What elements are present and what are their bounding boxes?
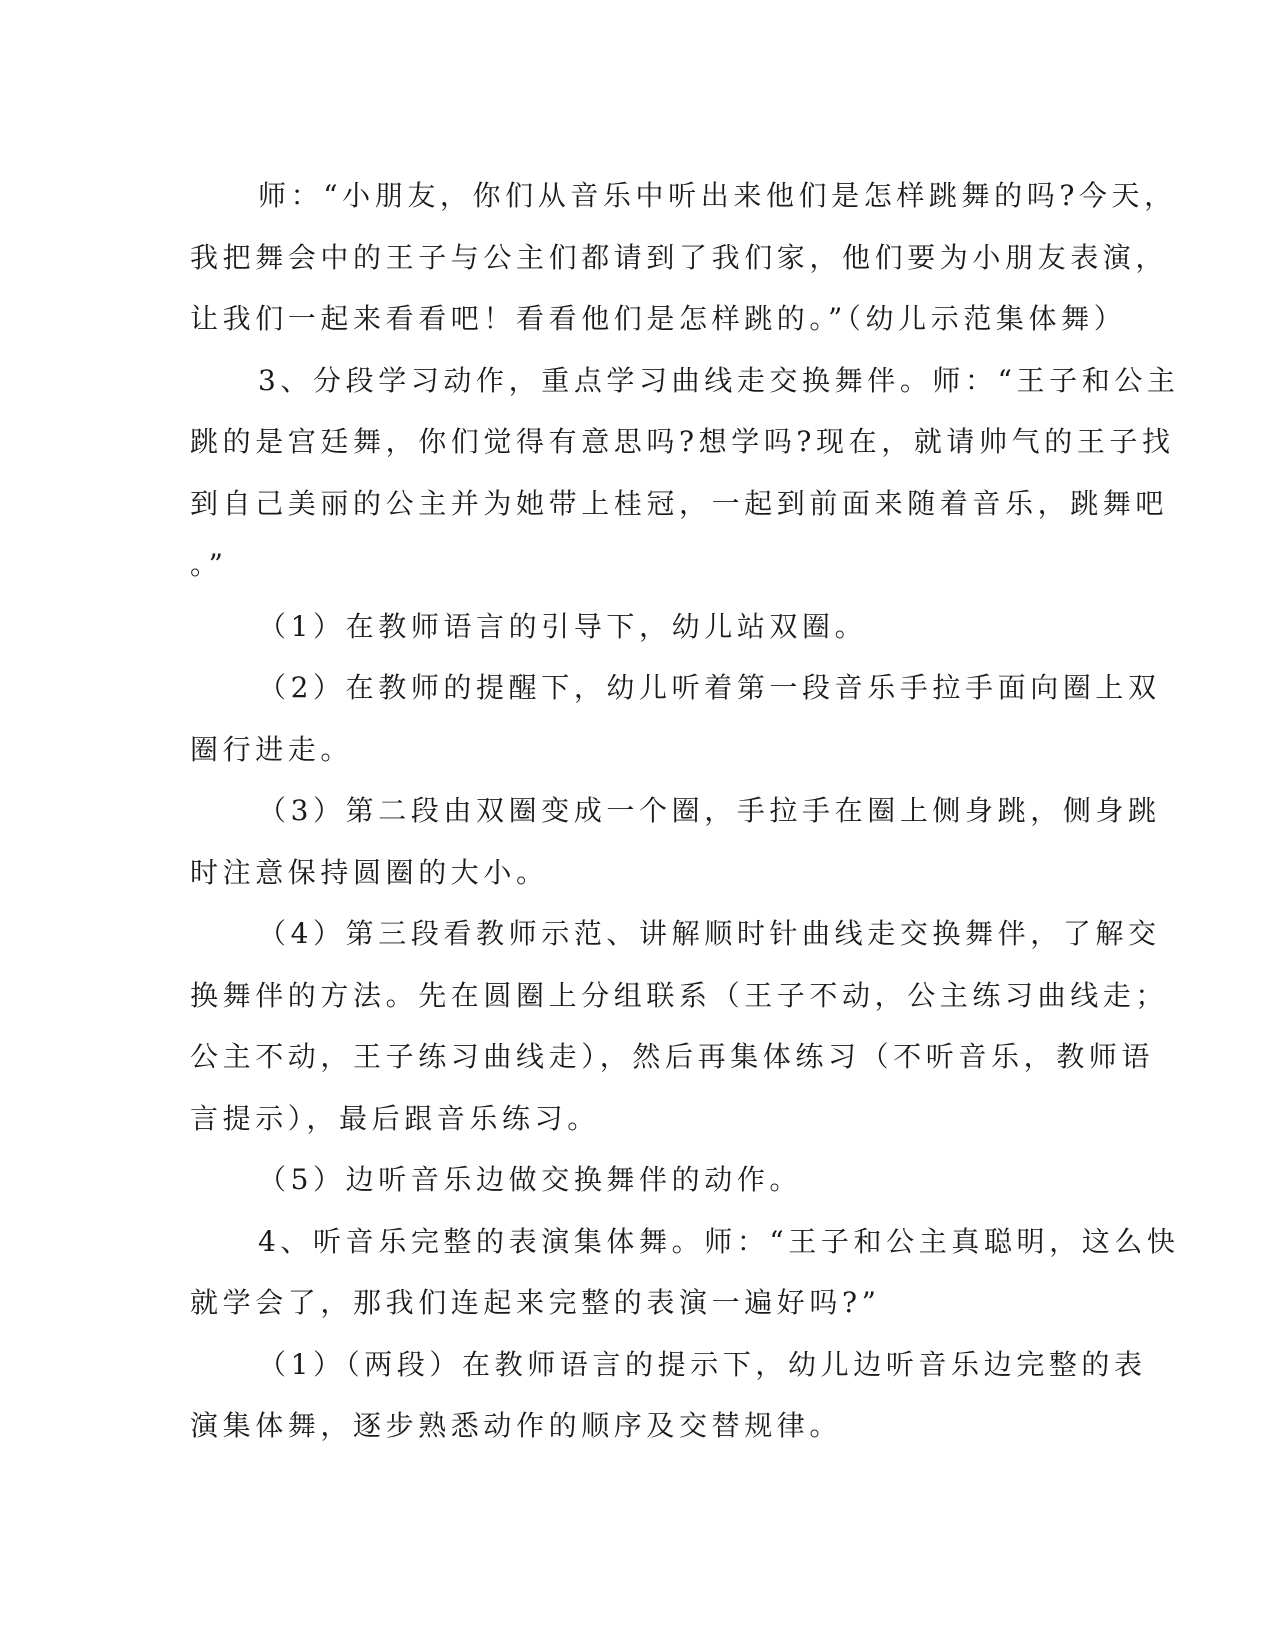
text-line: （4）第三段看教师示范、讲解顺时针曲线走交换舞伴，了解交 xyxy=(258,917,1161,950)
text-line: （1）在教师语言的引导下，幼儿站双圈。 xyxy=(258,609,868,643)
text-line: 公主不动，王子练习曲线走），然后再集体练习（不听音乐，教师语 xyxy=(190,1040,1155,1073)
text-line: 让我们一起来看看吧！看看他们是怎样跳的。”（幼儿示范集体舞） xyxy=(190,302,1127,335)
text-line: 跳的是宫廷舞，你们觉得有意思吗?想学吗?现在，就请帅气的王子找 xyxy=(190,425,1175,458)
text-line: 。” xyxy=(190,548,228,581)
text-line: 到自己美丽的公主并为她带上桂冠，一起到前面来随着音乐，跳舞吧 xyxy=(190,486,1169,520)
text-line: （5）边听音乐边做交换舞伴的动作。 xyxy=(258,1163,803,1196)
document-body xyxy=(190,165,1180,1457)
text-line: 时注意保持圆圈的大小。 xyxy=(190,855,549,889)
text-line: 我把舞会中的王子与公主们都请到了我们家，他们要为小朋友表演， xyxy=(190,240,1169,274)
text-line: 3、分段学习动作，重点学习曲线走交换舞伴。师：“王子和公主 xyxy=(258,363,1180,397)
text-line: 就学会了，那我们连起来完整的表演一遍好吗?” xyxy=(190,1286,881,1319)
text-line: （1）（两段）在教师语言的提示下，幼儿边听音乐边完整的表 xyxy=(258,1347,1147,1381)
text-line: 圈行进走。 xyxy=(190,732,354,766)
text-line: 师：“小朋友，你们从音乐中听出来他们是怎样跳舞的吗?今天， xyxy=(258,179,1177,212)
text-line: 言提示），最后跟音乐练习。 xyxy=(190,1101,600,1135)
text-line: （3）第二段由双圈变成一个圈，手拉手在圈上侧身跳，侧身跳 xyxy=(258,794,1161,827)
text-line: 4、听音乐完整的表演集体舞。师：“王子和公主真聪明，这么快 xyxy=(258,1224,1180,1258)
text-line: （2）在教师的提醒下，幼儿听着第一段音乐手拉手面向圈上双 xyxy=(258,671,1161,704)
text-line: 换舞伴的方法。先在圆圈上分组联系（王子不动，公主练习曲线走； xyxy=(190,978,1169,1012)
text-line: 演集体舞，逐步熟悉动作的顺序及交替规律。 xyxy=(190,1409,843,1442)
